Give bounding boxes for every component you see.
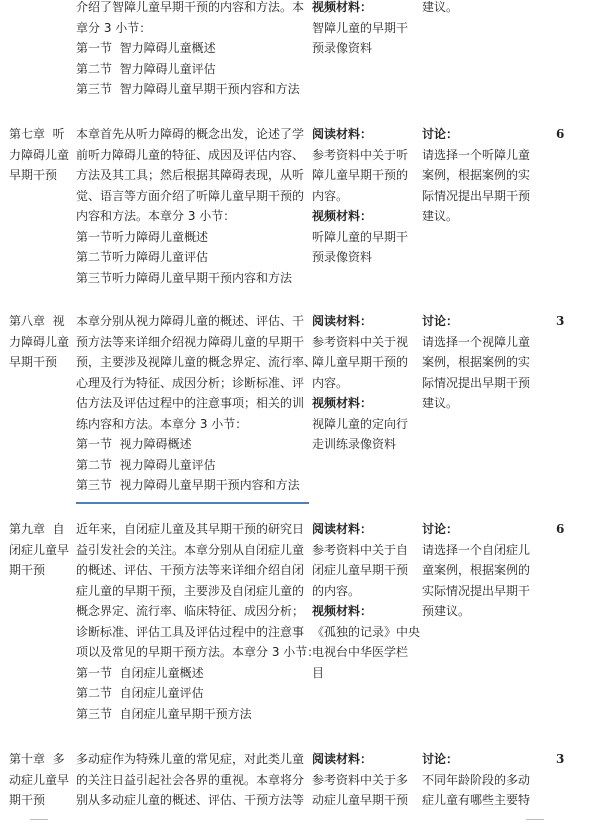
chapter-description	[76, 0, 308, 100]
description-line: 内容和方法。本章分 3 小节：	[76, 209, 236, 223]
task-line: 不同年龄阶段的多动	[422, 772, 531, 787]
materials-heading: 视频材料：	[312, 0, 373, 14]
task-line: 案例，根据案例的实	[422, 355, 531, 369]
section-line: 第三节 自闭症儿童早期干预方法	[76, 706, 252, 721]
chapter-description	[76, 749, 308, 811]
description-line: 症儿童的早期干预，主要涉及自闭症儿童的	[76, 583, 305, 598]
description-line: 近年来，自闭症儿童及其早期干预的研究日	[76, 522, 305, 536]
chapter-description	[76, 311, 317, 496]
description-line: 章分 3 小节：	[76, 20, 152, 35]
materials-heading: 阅读材料：	[312, 314, 373, 328]
task-heading: 讨论：	[422, 522, 459, 536]
task-line: 际情况提出早期干预	[422, 375, 531, 390]
description-line: 第三节 智力障碍儿童早期干预内容和方法	[76, 82, 300, 96]
chapter-title	[9, 311, 71, 373]
section-line-selected[interactable]: 第三节 视力障碍儿童早期干预内容和方法	[76, 478, 300, 492]
materials-heading: 阅读材料：	[312, 752, 373, 766]
chapter-title	[9, 519, 71, 581]
materials-line: 障儿童早期干预的	[312, 168, 409, 182]
chapter-hours: 6	[556, 127, 565, 141]
chapter-description	[76, 519, 320, 724]
section-line: 第二节听力障碍儿童评估	[76, 250, 209, 264]
task-heading: 讨论：	[422, 752, 459, 766]
description-line: 本章首先从听力障碍的概念出发，论述了学	[76, 127, 305, 141]
description-line: 多动症作为特殊儿童的常见症，对此类儿童	[76, 752, 305, 766]
task-line: 实际情况提出早期干	[422, 583, 531, 598]
description-line: 预方法等来详细介绍视力障碍儿童的早期干	[76, 334, 305, 349]
materials-line: 内容。	[312, 188, 349, 203]
chapter-task	[422, 311, 534, 414]
chapter-title-line: 第十章 多	[9, 752, 65, 766]
materials-line: 的内容。	[312, 583, 361, 598]
chapter-materials	[312, 749, 416, 811]
task-line: 请选择一个视障儿童	[422, 334, 531, 349]
chapter-title-line: 力障碍儿童	[9, 334, 70, 349]
materials-line: 《孤独的记录》中央	[312, 624, 421, 639]
description-line: 介绍了智障儿童早期干预的内容和方法。本	[76, 0, 305, 14]
materials-heading: 阅读材料：	[312, 522, 373, 536]
text-cursor-underline	[76, 502, 309, 504]
chapter-description	[76, 124, 308, 288]
materials-line: 电视台中华医学栏	[312, 645, 409, 659]
task-line: 请选择一个听障儿童	[422, 147, 531, 162]
task-line: 症儿童有哪些主要特	[422, 793, 531, 807]
chapter-title	[9, 749, 71, 811]
task-line: 建议。	[422, 209, 459, 223]
section-line: 第一节 自闭症儿童概述	[76, 665, 204, 680]
chapter-task	[422, 519, 534, 622]
description-line: 项以及常见的早期干预方法。本章分 3 小节：	[76, 645, 320, 659]
description-line: 方法及其工具；然后根据其障碍表现，从听	[76, 168, 305, 182]
materials-line: 参考资料中关于视	[312, 334, 409, 349]
materials-line: 目	[312, 665, 325, 680]
task-line: 建议。	[422, 396, 459, 410]
description-line: 练内容和方法。本章分 3 小节：	[76, 416, 248, 431]
chapter-materials	[312, 124, 416, 268]
chapter-materials	[312, 311, 416, 455]
task-line: 建议。	[422, 0, 459, 14]
task-line: 请选择一个自闭症儿	[422, 542, 531, 557]
task-line: 童案例，根据案例的	[422, 563, 531, 577]
chapter-title-line: 期干预	[9, 563, 46, 577]
description-line: 的概述、评估、干预方法等来详细介绍自闭	[76, 563, 305, 577]
materials-line: 预录像资料	[312, 41, 373, 55]
task-line: 案例，根据案例的实	[422, 168, 531, 182]
chapter-title-line: 力障碍儿童	[9, 147, 70, 162]
materials-line: 预录像资料	[312, 250, 373, 264]
chapter-title-line: 闭症儿童早	[9, 542, 70, 557]
description-line: 益引发社会的关注。本章分别从自闭症儿童	[76, 542, 305, 557]
materials-line: 听障儿童的早期干	[312, 229, 409, 244]
description-line: 预，主要涉及视障儿童的概念界定、流行率、	[76, 355, 317, 369]
chapter-task	[422, 749, 534, 811]
chapter-materials	[312, 0, 416, 59]
chapter-title-line: 第七章 听	[9, 127, 65, 141]
section-line: 第三节听力障碍儿童早期干预内容和方法	[76, 270, 293, 285]
task-line: 预建议。	[422, 604, 471, 618]
chapter-title-line: 第九章 自	[9, 522, 65, 536]
materials-line: 参考资料中关于自	[312, 542, 409, 557]
materials-line: 视障儿童的定向行	[312, 416, 409, 431]
materials-heading: 阅读材料：	[312, 127, 373, 141]
description-line: 别从多动症儿童的概述、评估、干预方法等	[76, 793, 305, 807]
section-line: 第二节 自闭症儿童评估	[76, 686, 204, 700]
task-heading: 讨论：	[422, 314, 459, 328]
section-line: 第一节听力障碍儿童概述	[76, 229, 209, 244]
description-line: 估方法及评估过程中的注意事项；相关的训	[76, 396, 305, 410]
description-line: 第一节 智力障碍儿童概述	[76, 41, 216, 55]
chapter-hours: 3	[556, 314, 565, 328]
materials-line: 参考资料中关于听	[312, 147, 409, 162]
materials-line: 走训练录像资料	[312, 437, 397, 451]
task-heading: 讨论：	[422, 127, 459, 141]
materials-line: 障儿童早期干预的	[312, 355, 409, 369]
chapter-title-line: 期干预	[9, 793, 46, 807]
chapter-materials	[312, 519, 421, 683]
description-line: 第二节 智力障碍儿童评估	[76, 61, 216, 76]
description-line: 概念界定、流行率、临床特征、成因分析；	[76, 604, 305, 618]
description-line: 本章分别从视力障碍儿童的概述、评估、干	[76, 314, 305, 328]
chapter-title-line: 早期干预	[9, 355, 58, 369]
chapter-title-line: 动症儿童早	[9, 772, 70, 787]
chapter-title-line: 早期干预	[9, 168, 58, 182]
page-edge-mark	[30, 819, 48, 820]
materials-line: 智障儿童的早期干	[312, 20, 409, 35]
description-line: 前听力障碍儿童的特征、成因及评估内容、	[76, 147, 305, 162]
chapter-title	[9, 124, 71, 186]
description-line: 觉、语言等方面介绍了听障儿童早期干预的	[76, 188, 305, 203]
chapter-hours: 3	[556, 752, 565, 766]
description-line: 的关注日益引起社会各界的重视。本章将分	[76, 772, 305, 787]
task-line: 际情况提出早期干预	[422, 188, 531, 203]
materials-heading: 视频材料：	[312, 604, 373, 618]
chapter-task	[422, 0, 534, 18]
materials-line: 动症儿童早期干预	[312, 793, 409, 807]
section-line: 第二节 视力障碍儿童评估	[76, 457, 216, 472]
description-line: 诊断标准、评估工具及评估过程中的注意事	[76, 624, 305, 639]
section-line: 第一节 视力障碍概述	[76, 437, 192, 451]
materials-line: 闭症儿童早期干预	[312, 563, 409, 577]
description-line: 心理及行为特征、成因分析；诊断标准、评	[76, 375, 305, 390]
materials-line: 参考资料中关于多	[312, 772, 409, 787]
chapter-hours: 6	[556, 522, 565, 536]
chapter-task	[422, 124, 534, 227]
chapter-title-line: 第八章 视	[9, 314, 65, 328]
materials-heading: 视频材料：	[312, 209, 373, 223]
materials-heading: 视频材料：	[312, 396, 373, 410]
page-edge-mark	[526, 819, 544, 820]
materials-line: 内容。	[312, 375, 349, 390]
